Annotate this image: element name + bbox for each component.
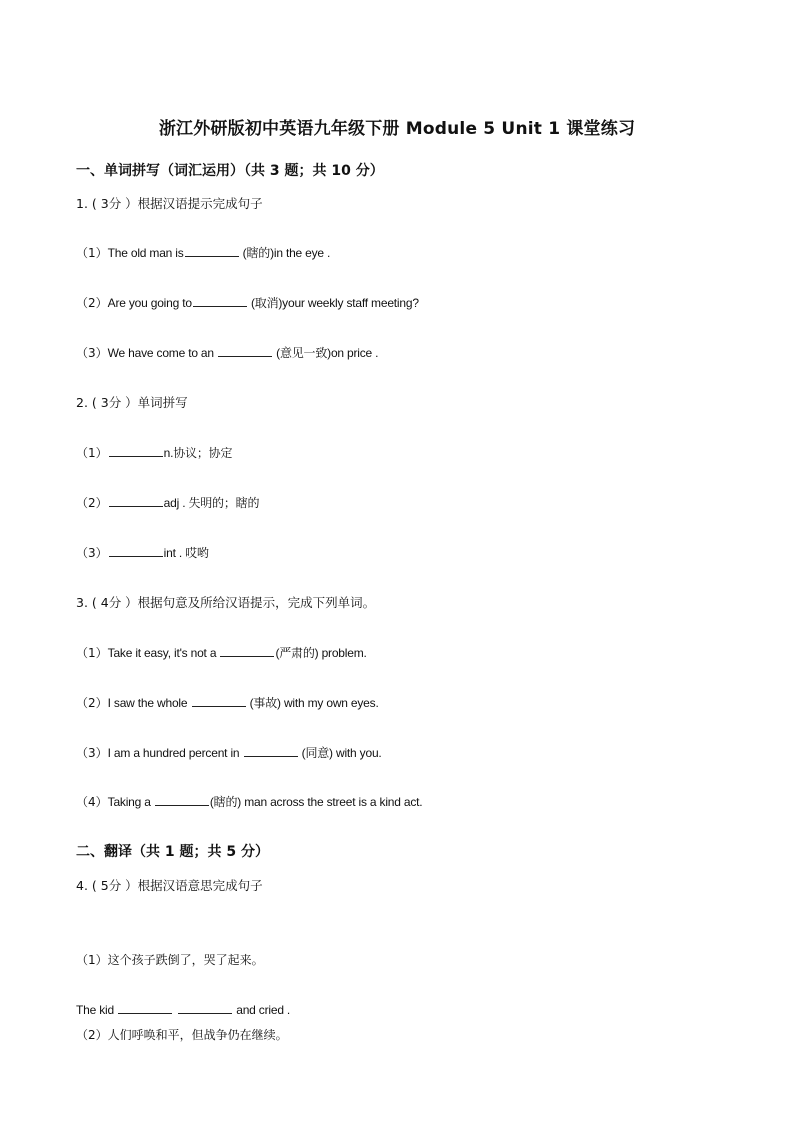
item-text-before: I saw the whole [107, 696, 191, 710]
question-4-item-2 [76, 1026, 288, 1044]
item-number: （2） [76, 496, 108, 510]
answer-blank[interactable] [185, 244, 239, 257]
item-number: （3） [76, 746, 108, 760]
answer-blank[interactable] [218, 344, 272, 357]
question-3-item-2 [76, 694, 379, 712]
question-3-item-1 [76, 644, 367, 662]
answer-blank-1[interactable] [118, 1001, 172, 1014]
question-4-item-1 [76, 951, 264, 969]
item-text-after: (意见一致)on price . [273, 346, 379, 360]
item-text-before: Take it easy, it's not a [107, 646, 220, 660]
question-3-item-3 [76, 744, 382, 762]
item-text-after: (同意) with you. [298, 746, 382, 760]
answer-blank[interactable] [193, 294, 247, 307]
answer-blank[interactable] [109, 444, 163, 457]
section-heading-vocabulary: 一、单词拼写（词汇运用）（共 3 题；共 10 分） [76, 163, 384, 179]
item-number: （1） [76, 246, 108, 260]
answer-text-after: and cried . [233, 1003, 291, 1017]
item-chinese-sentence: 这个孩子跌倒了，哭了起来。 [107, 953, 264, 967]
item-text-after: (取消)your weekly staff meeting? [247, 296, 419, 310]
question-2-header: 2. ( 3分 ）单词拼写 [76, 395, 188, 410]
item-text-before: Are you going to [107, 296, 192, 310]
section-heading-translation: 二、翻译（共 1 题；共 5 分） [76, 844, 269, 860]
item-text-after: (瞎的) man across the street is a kind act. [209, 795, 423, 809]
item-number: （2） [76, 696, 108, 710]
item-number: （4） [76, 795, 108, 809]
item-text-after: (严肃的) problem. [275, 646, 367, 660]
item-number: （1） [76, 953, 108, 967]
question-3-item-4 [76, 793, 422, 811]
item-text-after: adj . 失明的；瞎的 [163, 496, 260, 510]
answer-blank[interactable] [109, 494, 163, 507]
item-chinese-sentence: 人们呼唤和平，但战争仍在继续。 [107, 1028, 288, 1042]
answer-blank[interactable] [109, 544, 163, 557]
item-text-after: (事故) with my own eyes. [246, 696, 379, 710]
item-number: （2） [76, 296, 108, 310]
answer-blank[interactable] [244, 744, 298, 757]
answer-blank[interactable] [192, 694, 246, 707]
answer-text-before: The kid [76, 1003, 118, 1017]
item-text-before: The old man is [107, 246, 184, 260]
item-number: （2） [76, 1028, 108, 1042]
question-1-item-1 [76, 244, 330, 262]
question-2-item-1 [76, 444, 232, 462]
question-1-header: 1. ( 3分 ）根据汉语提示完成句子 [76, 196, 263, 211]
answer-blank-2[interactable] [178, 1001, 232, 1014]
question-1-item-3 [76, 344, 378, 362]
answer-blank[interactable] [155, 793, 209, 806]
item-text-before: Taking a [107, 795, 154, 809]
item-number: （1） [76, 646, 108, 660]
question-2-item-3 [76, 544, 209, 562]
item-number: （3） [76, 346, 108, 360]
item-number: （3） [76, 546, 108, 560]
page-title: 浙江外研版初中英语九年级下册 Module 5 Unit 1 课堂练习 [158, 119, 636, 139]
question-3-header: 3. ( 4分 ）根据句意及所给汉语提示，完成下列单词。 [76, 595, 376, 610]
item-text-before: We have come to an [107, 346, 218, 360]
item-text-after: int . 哎哟 [163, 546, 209, 560]
question-4-header: 4. ( 5分 ）根据汉语意思完成句子 [76, 878, 263, 893]
question-1-item-2 [76, 294, 419, 312]
item-text-after: (瞎的)in the eye . [239, 246, 331, 260]
item-number: （1） [76, 446, 108, 460]
item-text-before: I am a hundred percent in [107, 746, 243, 760]
item-text-after: n.协议；协定 [163, 446, 233, 460]
answer-blank[interactable] [220, 644, 274, 657]
question-2-item-2 [76, 494, 259, 512]
question-4-answer-line [76, 1001, 290, 1019]
